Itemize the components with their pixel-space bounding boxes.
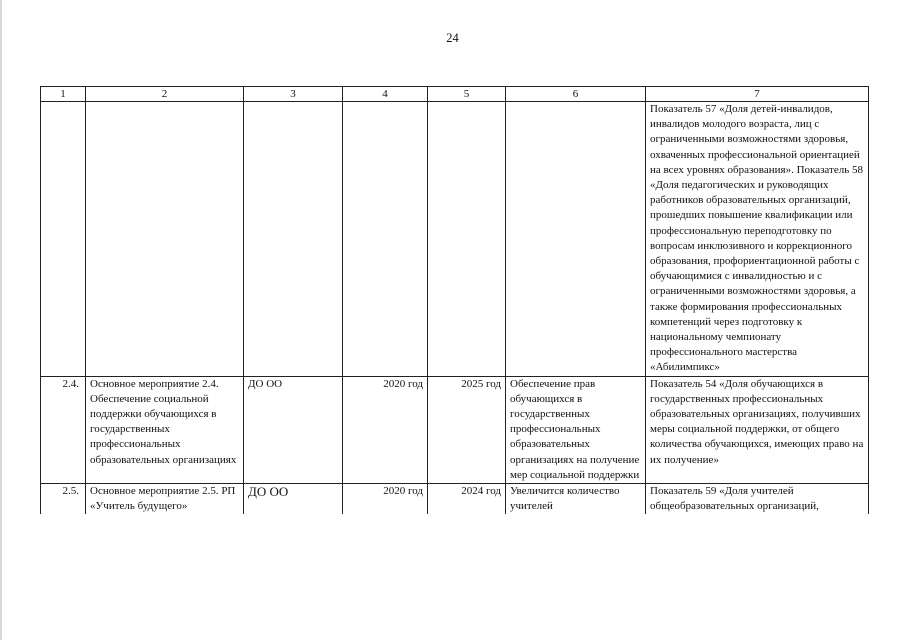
- result-cell: Увеличится количество учителей: [506, 484, 646, 515]
- start-year-cell: [343, 102, 428, 377]
- measure-cell: [86, 102, 244, 377]
- row-number-cell: [41, 102, 86, 377]
- page-number: 24: [446, 31, 459, 45]
- responsible-cell: [244, 102, 343, 377]
- indicator-cell: Показатель 54 «Доля обучающихся в государственных профессиональных образовательных организациях, получивших меры социальной поддержки, от общего количества обучающихся, имеющих право на их получение»: [646, 376, 869, 483]
- row-number-cell: 2.5.: [41, 484, 86, 515]
- table-row: [41, 102, 869, 377]
- table-row: [41, 376, 869, 483]
- indicator-cell: Показатель 59 «Доля учителей общеобразовательных организаций,: [646, 484, 869, 515]
- column-header: 7: [646, 87, 869, 102]
- indicator-cell: Показатель 57 «Доля детей-инвалидов, инвалидов молодого возраста, лиц с ограниченными возможностями здоровья, охваченных профессиональной ориентацией на всех уровнях образования». Показатель 58 «Доля педагогических и руководящих работников образовательных организаций, прошедших повышение квалификации или профессиональную переподготовку по вопросам инклюзивного и коррекционного образования, профориентационной работы с обучающимися с инвалидностью и с ограниченными возможностями здоровья, а также формирования профессиональных компетенций через подготовку к национальному чемпионату профессионального мастерства «Абилимпикс»: [646, 102, 869, 377]
- end-year-cell: [428, 102, 506, 377]
- responsible-cell: ДО ОО: [244, 376, 343, 483]
- column-header: 4: [343, 87, 428, 102]
- column-header: 2: [86, 87, 244, 102]
- scan-edge-line: [0, 0, 2, 640]
- column-header: 1: [41, 87, 86, 102]
- start-year-cell: 2020 год: [343, 484, 428, 515]
- end-year-cell: 2025 год: [428, 376, 506, 483]
- responsible-cell: ДО ОО: [244, 484, 343, 515]
- row-number-cell: 2.4.: [41, 376, 86, 483]
- table-row: [41, 484, 869, 515]
- result-cell: Обеспечение прав обучающихся в государственных профессиональных образовательных организациях на получение мер социальной поддержки: [506, 376, 646, 483]
- program-measures-table: [40, 86, 869, 514]
- measure-cell: Основное мероприятие 2.4. Обеспечение социальной поддержки обучающихся в государственных профессиональных образовательных организациях: [86, 376, 244, 483]
- column-header: 6: [506, 87, 646, 102]
- start-year-cell: 2020 год: [343, 376, 428, 483]
- result-cell: [506, 102, 646, 377]
- measure-cell: Основное мероприятие 2.5. РП «Учитель будущего»: [86, 484, 244, 515]
- column-header: 3: [244, 87, 343, 102]
- end-year-cell: 2024 год: [428, 484, 506, 515]
- table-header-row: [41, 87, 869, 102]
- column-header: 5: [428, 87, 506, 102]
